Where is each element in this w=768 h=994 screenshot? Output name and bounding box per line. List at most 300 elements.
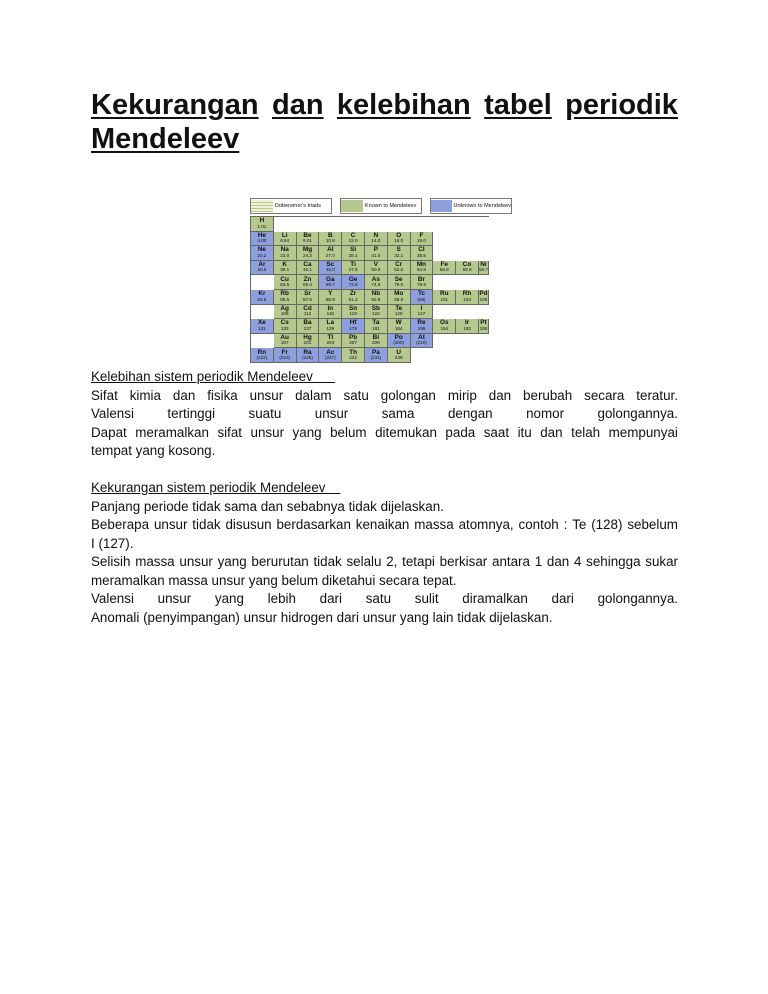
- word: Te: [572, 517, 587, 532]
- element-mass: 6.94: [280, 238, 290, 244]
- element-cell-os: [433, 319, 456, 334]
- element-mass: 28.1: [348, 252, 358, 258]
- element-mass: 87.6: [303, 296, 312, 302]
- element-mass: 79.0: [394, 282, 404, 288]
- element-symbol: Cu: [280, 275, 289, 283]
- element-mass: 119: [349, 311, 357, 317]
- element-mass: 91.2: [348, 296, 358, 302]
- element-cell-u: [388, 348, 411, 363]
- element-symbol: W: [395, 319, 402, 327]
- element-mass: 72.6: [348, 282, 358, 288]
- element-mass: 108: [280, 311, 289, 317]
- element-mass: (226): [302, 355, 313, 361]
- element-mass: (231): [370, 355, 382, 361]
- word: kelebihan: [336, 89, 471, 121]
- element-mass: 238: [394, 355, 403, 361]
- element-cell-mo: [388, 290, 411, 305]
- element-symbol: Si: [350, 246, 357, 254]
- element-symbol: Th: [349, 348, 357, 356]
- element-symbol: Rb: [280, 290, 289, 298]
- element-mass: 92.9: [371, 296, 381, 302]
- element-symbol: Sr: [304, 290, 311, 298]
- element-cell-xe: [251, 319, 274, 334]
- element-symbol: Fe: [440, 261, 448, 269]
- element-mass: 4.00: [257, 238, 267, 244]
- element-cell-tl: [319, 334, 342, 349]
- periodic-table-grid: [250, 216, 489, 363]
- element-cell-au: [274, 334, 297, 349]
- element-mass: 88.9: [325, 296, 335, 302]
- word: dan: [172, 387, 196, 403]
- element-cell-ca: [297, 261, 320, 276]
- element-symbol: U: [396, 348, 401, 356]
- element-symbol: F: [419, 231, 424, 239]
- element-cell-fe: [433, 261, 456, 276]
- word: saat: [483, 424, 510, 440]
- element-symbol: Mo: [394, 290, 404, 298]
- word: Sifat: [91, 387, 118, 403]
- element-mass: 58.7: [478, 267, 488, 273]
- element-mass: 232: [349, 355, 357, 361]
- element-symbol: Hf: [349, 319, 357, 327]
- element-mass: 12.0: [348, 238, 358, 244]
- kekurangan-point-3-line-1: [91, 553, 678, 572]
- element-mass: 24.3: [303, 252, 312, 258]
- element-mass: 137: [303, 325, 312, 331]
- figure-legend: [250, 198, 512, 214]
- element-symbol: Sc: [326, 261, 335, 269]
- word: 4: [573, 554, 582, 569]
- element-cell-ir: [456, 319, 479, 334]
- word: antara: [492, 554, 530, 569]
- element-symbol: Re: [417, 319, 426, 327]
- word: massa: [414, 517, 454, 532]
- element-symbol: Ar: [258, 261, 266, 269]
- element-cell-rh: [456, 290, 479, 305]
- element-symbol: Xe: [257, 319, 266, 327]
- element-mass: 131: [258, 325, 266, 331]
- word: sebelum: [627, 517, 678, 532]
- element-symbol: Ag: [280, 304, 289, 312]
- element-mass: 45.0: [325, 267, 335, 273]
- element-mass: 1.01: [257, 223, 267, 229]
- word: golongan: [380, 387, 436, 403]
- table-blank-cell: [251, 305, 274, 320]
- element-mass: 85.5: [280, 296, 290, 302]
- word: yang: [292, 424, 322, 440]
- element-cell-he: [251, 232, 274, 247]
- element-symbol: Al: [327, 246, 334, 254]
- element-cell-re: [411, 319, 434, 334]
- element-mass: 52.0: [394, 267, 404, 273]
- element-mass: 139: [326, 325, 335, 331]
- element-cell-k: [274, 261, 297, 276]
- element-cell-ni: [479, 261, 489, 276]
- element-symbol: Ti: [350, 261, 356, 269]
- kelebihan-line-2: [91, 405, 678, 424]
- element-symbol: Nb: [371, 290, 381, 298]
- element-mass: 27.0: [325, 252, 335, 258]
- element-symbol: He: [257, 231, 266, 239]
- element-symbol: Ga: [326, 275, 335, 283]
- element-cell-cs: [274, 319, 297, 334]
- word: meramalkan: [135, 424, 209, 440]
- element-mass: (209): [393, 340, 405, 346]
- element-cell-co: [456, 261, 479, 276]
- word: massa: [135, 554, 175, 569]
- element-mass: 19.0: [417, 238, 426, 244]
- element-cell-i: [411, 305, 434, 320]
- element-symbol: Zr: [349, 290, 357, 298]
- element-cell-mg: [297, 246, 320, 261]
- element-cell-at: [411, 334, 434, 349]
- element-mass: 31.0: [371, 252, 381, 258]
- element-cell-po: [388, 334, 411, 349]
- word: fisika: [207, 387, 238, 403]
- element-cell-te: [388, 305, 411, 320]
- element-symbol: Tc: [417, 290, 425, 298]
- word: berdasarkan: [276, 517, 351, 532]
- element-cell-o: [388, 232, 411, 247]
- word: :: [563, 517, 568, 532]
- element-cell-hf: [342, 319, 365, 334]
- table-blank-cell: [251, 275, 274, 290]
- kelebihan-line-1: [91, 387, 678, 406]
- element-symbol: Mn: [416, 261, 427, 269]
- word: 2,: [386, 554, 398, 569]
- element-symbol: Y: [328, 290, 333, 298]
- kekurangan-point-1: Panjang periode tidak sama dan sebabnya tidak dijelaskan.: [91, 498, 444, 514]
- element-mass: 79.9: [417, 282, 426, 288]
- word: belum: [330, 424, 367, 440]
- word: unsur: [153, 517, 188, 532]
- element-symbol: O: [396, 231, 402, 239]
- element-mass: 192: [463, 325, 471, 331]
- element-cell-zn: [297, 275, 320, 290]
- element-mass: 103: [463, 296, 471, 302]
- element-cell-v: [365, 261, 388, 276]
- element-mass: 40.0: [257, 267, 267, 273]
- word: unsur: [314, 406, 349, 421]
- element-mass: 55.9: [439, 267, 449, 273]
- element-symbol: K: [282, 261, 287, 269]
- element-symbol: Zn: [303, 275, 312, 283]
- element-cell-kr: [251, 290, 274, 305]
- element-cell-li: [274, 232, 297, 247]
- element-mass: (223): [279, 355, 291, 361]
- element-cell-pb: [342, 334, 365, 349]
- element-mass: (210): [416, 340, 427, 346]
- element-symbol: Ni: [480, 261, 487, 269]
- kekurangan-point-2-line-2: I (127).: [91, 535, 134, 551]
- element-cell-ar: [251, 261, 274, 276]
- legend-unknown: [430, 198, 512, 214]
- element-mass: 201: [303, 340, 312, 346]
- element-cell-si: [342, 246, 365, 261]
- element-mass: 115: [326, 311, 334, 317]
- element-symbol: Pt: [480, 319, 487, 327]
- word: ditemukan: [375, 424, 437, 440]
- element-symbol: I: [420, 304, 423, 312]
- kekurangan-point-5: Anomali (penyimpangan) unsur hidrogen dari unsur yang lain tidak dijelaskan.: [91, 609, 553, 625]
- kekurangan-point-3-line-2: meramalkan massa unsur yang belum diketahui secara tepat.: [91, 572, 457, 588]
- element-cell-pt: [479, 319, 489, 334]
- element-symbol: Ir: [464, 319, 470, 327]
- element-symbol: Rh: [462, 290, 472, 298]
- element-cell-hg: [297, 334, 320, 349]
- word: dengan: [447, 406, 493, 421]
- element-symbol: H: [259, 217, 265, 225]
- legend-triads: [250, 198, 332, 214]
- element-symbol: Rn: [257, 348, 267, 356]
- element-cell-sc: [319, 261, 342, 276]
- element-cell-f: [411, 232, 434, 247]
- element-symbol: Cs: [280, 319, 289, 327]
- element-cell-s: [388, 246, 411, 261]
- element-cell-th: [342, 348, 365, 363]
- element-mass: 10.8: [325, 238, 335, 244]
- element-cell-zr: [342, 290, 365, 305]
- table-blank-cell: [251, 334, 274, 349]
- word: dan: [546, 554, 570, 569]
- element-mass: 95.9: [394, 296, 404, 302]
- element-mass: 204: [326, 340, 335, 346]
- element-symbol: Be: [303, 231, 312, 239]
- kelebihan-section: [91, 368, 678, 461]
- element-cell-ra: [297, 348, 320, 363]
- word: sifat: [217, 424, 243, 440]
- word: mirip: [447, 387, 477, 403]
- element-mass: 122: [372, 311, 380, 317]
- legend-known: [340, 198, 422, 214]
- element-symbol: Ne: [257, 246, 266, 254]
- word: Valensi: [91, 406, 134, 421]
- element-symbol: Ra: [303, 348, 312, 356]
- element-symbol: Li: [281, 231, 288, 239]
- element-cell-ru: [433, 290, 456, 305]
- element-symbol: Cr: [395, 261, 403, 269]
- element-cell-ge: [342, 275, 365, 290]
- element-symbol: Pd: [479, 290, 488, 298]
- word: diramalkan: [462, 591, 528, 606]
- element-mass: 63.5: [280, 282, 290, 288]
- word: Dapat: [91, 424, 127, 440]
- word: secara: [584, 387, 625, 403]
- word: tertinggi: [167, 406, 216, 421]
- word: suatu: [248, 406, 282, 421]
- word: periodik: [565, 89, 678, 121]
- element-cell-mn: [411, 261, 434, 276]
- legend-known-swatch: [341, 200, 363, 212]
- kekurangan-section: [91, 479, 678, 627]
- element-cell-nb: [365, 290, 388, 305]
- kekurangan-point-2-line-1: [91, 516, 678, 535]
- word: (128): [591, 517, 623, 532]
- word: sulit: [414, 591, 439, 606]
- word: sukar: [645, 554, 678, 569]
- element-cell-cd: [297, 305, 320, 320]
- kelebihan-line-3: [91, 424, 678, 443]
- kekurangan-heading: Kekurangan sistem periodik Mendeleev: [91, 480, 341, 495]
- word: satu: [343, 387, 369, 403]
- word: selalu: [346, 554, 382, 569]
- element-cell-sb: [365, 305, 388, 320]
- word: satu: [365, 591, 392, 606]
- element-symbol: Pa: [371, 348, 380, 356]
- word: berubah: [523, 387, 573, 403]
- element-symbol: Ac: [326, 348, 335, 356]
- element-cell-rn: [251, 348, 274, 363]
- element-mass: 39.1: [280, 267, 290, 273]
- word: sehingga: [586, 554, 641, 569]
- element-cell-sr: [297, 290, 320, 305]
- legend-unknown-swatch: [431, 200, 452, 212]
- word: berkisar: [439, 554, 488, 569]
- word: lebih: [267, 591, 296, 606]
- element-symbol: Na: [280, 246, 289, 254]
- word: Selisih: [91, 554, 131, 569]
- word: golongannya.: [597, 406, 678, 421]
- word: dari: [551, 591, 574, 606]
- element-symbol: S: [396, 246, 401, 254]
- element-symbol: Os: [440, 319, 449, 327]
- element-cell-in: [319, 305, 342, 320]
- element-cell-cr: [388, 261, 411, 276]
- element-mass: 186: [417, 325, 426, 331]
- element-cell-sn: [342, 305, 365, 320]
- element-cell-ti: [342, 261, 365, 276]
- element-symbol: Mg: [302, 246, 313, 254]
- element-mass: 58.9: [462, 267, 472, 273]
- word: contoh: [518, 517, 559, 532]
- word: tidak: [192, 517, 221, 532]
- word: Valensi: [91, 591, 134, 606]
- element-mass: 101: [440, 296, 449, 302]
- element-cell-y: [319, 290, 342, 305]
- word: yang: [214, 591, 244, 606]
- element-symbol: P: [373, 246, 379, 254]
- element-mass: 133: [280, 325, 289, 331]
- element-cell-rb: [274, 290, 297, 305]
- word: dari: [319, 591, 342, 606]
- word: kenaikan: [355, 517, 410, 532]
- element-cell-n: [365, 232, 388, 247]
- word: unsur: [179, 554, 213, 569]
- element-symbol: C: [350, 231, 356, 239]
- element-cell-la: [319, 319, 342, 334]
- word: sama: [381, 406, 415, 421]
- element-symbol: Ta: [372, 319, 380, 327]
- element-mass: 47.9: [348, 267, 358, 273]
- element-cell-na: [274, 246, 297, 261]
- element-mass: 197: [280, 340, 289, 346]
- element-mass: 83.8: [257, 296, 267, 302]
- element-cell-tc: [411, 290, 434, 305]
- element-mass: 50.9: [371, 267, 381, 273]
- element-symbol: V: [373, 261, 379, 269]
- element-symbol: Co: [462, 261, 472, 269]
- document-title: [91, 88, 678, 156]
- element-mass: 69.7: [325, 282, 335, 288]
- word: 1: [534, 554, 543, 569]
- element-mass: 194: [440, 325, 449, 331]
- element-symbol: Kr: [258, 290, 266, 298]
- element-mass: (222): [256, 355, 268, 361]
- word: itu: [517, 424, 532, 440]
- word: golongannya.: [597, 591, 678, 606]
- word: telah: [571, 424, 601, 440]
- element-symbol: La: [326, 319, 335, 327]
- element-mass: 40.1: [303, 267, 312, 273]
- element-mass: (227): [324, 355, 336, 361]
- element-mass: 23.0: [280, 252, 290, 258]
- element-symbol: Sn: [349, 304, 358, 312]
- element-cell-se: [388, 275, 411, 290]
- element-symbol: At: [418, 334, 425, 342]
- element-mass: 9.01: [303, 238, 312, 244]
- element-mass: 181: [372, 325, 380, 331]
- element-mass: 35.5: [417, 252, 426, 258]
- word: Beberapa: [91, 517, 150, 532]
- element-symbol: Hg: [303, 334, 312, 342]
- word: kimia: [129, 387, 161, 403]
- element-mass: 195: [479, 325, 488, 331]
- word: mempunyai: [608, 424, 678, 440]
- element-symbol: Pb: [349, 334, 358, 342]
- element-mass: 54.9: [417, 267, 426, 273]
- element-mass: 178: [349, 325, 357, 331]
- element-symbol: Sb: [371, 304, 380, 312]
- element-cell-ag: [274, 305, 297, 320]
- element-symbol: Au: [280, 334, 289, 342]
- word: unsur: [157, 591, 192, 606]
- element-symbol: Tl: [327, 334, 334, 342]
- element-mass: 127: [417, 311, 426, 317]
- legend-unknown-label: Unknown to Mendeleev: [453, 203, 511, 209]
- element-symbol: N: [373, 231, 379, 239]
- element-cell-c: [342, 232, 365, 247]
- word: dan: [488, 387, 512, 403]
- legend-triads-swatch: [251, 200, 273, 212]
- element-cell-ga: [319, 275, 342, 290]
- word: berurutan: [251, 554, 309, 569]
- element-cell-cu: [274, 275, 297, 290]
- element-symbol: Ge: [348, 275, 358, 283]
- word: disusun: [225, 517, 272, 532]
- element-mass: 209: [372, 340, 380, 346]
- element-symbol: Bi: [372, 334, 380, 342]
- element-cell-ba: [297, 319, 320, 334]
- element-mass: 65.4: [303, 282, 312, 288]
- word: teratur.: [636, 387, 678, 403]
- periodic-table-figure: [250, 198, 520, 370]
- kelebihan-line-4: tempat yang kosong.: [91, 443, 216, 458]
- word: pada: [445, 424, 476, 440]
- word: dalam: [295, 387, 332, 403]
- element-cell-bi: [365, 334, 388, 349]
- word: tidak: [313, 554, 342, 569]
- word: Kekurangan: [91, 89, 259, 121]
- word: yang: [217, 554, 247, 569]
- element-cell-pa: [365, 348, 388, 363]
- element-cell-p: [365, 246, 388, 261]
- element-cell-br: [411, 275, 434, 290]
- element-symbol: Ba: [303, 319, 312, 327]
- element-cell-be: [297, 232, 320, 247]
- element-cell-fr: [274, 348, 297, 363]
- word: unsur: [249, 387, 284, 403]
- element-cell-as: [365, 275, 388, 290]
